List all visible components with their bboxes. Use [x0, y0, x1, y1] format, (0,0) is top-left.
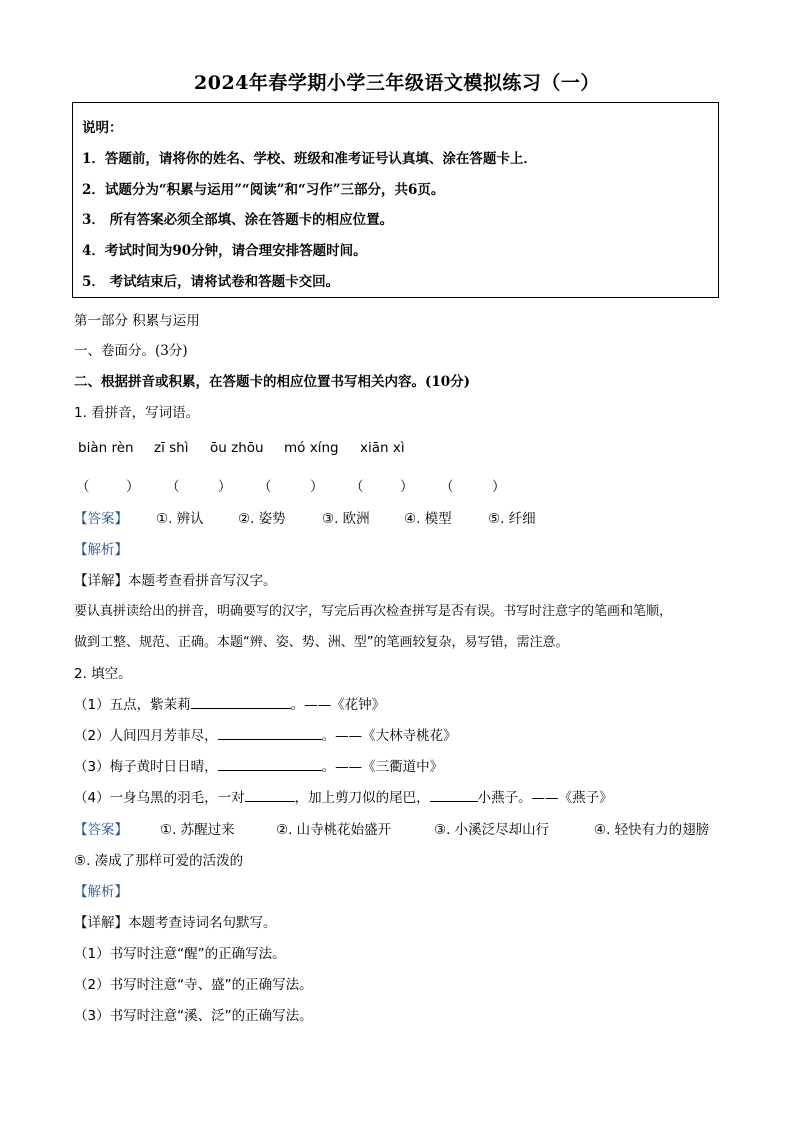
detail-text: 【详解】本题考查看拼音写汉字。 [74, 573, 277, 589]
answer-item: ③. 欧洲 [322, 511, 370, 527]
pinyin-item: biàn rèn [78, 440, 134, 456]
fill-source: 。——《花钟》 [290, 697, 386, 713]
fill-source: 。——《三衢道中》 [321, 759, 444, 775]
fill-blank [218, 757, 322, 771]
paren-close: ） [310, 479, 324, 495]
answer-item: ⑤. 纤细 [488, 511, 536, 527]
fill-item [74, 786, 613, 806]
fill-source: 小燕子。——《燕子》 [477, 790, 613, 806]
instructions-heading: 说明： [82, 120, 123, 136]
fill-blank [218, 726, 322, 740]
answer-item: ②. 姿势 [238, 511, 286, 527]
answer-item: ②. 山寺桃花始盛开 [276, 822, 392, 838]
paren-close: ） [218, 479, 232, 495]
answer-item: ⑤. 凑成了那样可爱的活泼的 [74, 853, 244, 869]
explanation-text: 要认真拼读给出的拼音，明确要写的汉字，写完后再次检查拼写是否有误。书写时注意字的笔画和笔顺， [74, 604, 673, 619]
answer-label: 【答案】 [74, 511, 128, 527]
answer-item: ③. 小溪泛尽却山行 [434, 822, 550, 838]
instruction-item: 5． 考试结束后，请将试卷和答题卡交回。 [82, 274, 340, 290]
answer-item: ①. 辨认 [156, 511, 204, 527]
answer-label: 【答案】 [74, 822, 128, 838]
paren-open: （ [258, 479, 272, 495]
instruction-item: 3． 所有答案必须全部填、涂在答题卡的相应位置。 [82, 212, 394, 228]
fill-text: （1）五点，紫茉莉 [74, 697, 191, 713]
explanation-text: 做到工整、规范、正确。本题“辨、姿、势、洲、型”的笔画较复杂，易写错，需注意。 [74, 635, 569, 650]
pinyin-item: mó xíng [284, 440, 339, 456]
note-item: （1）书写时注意“醒”的正确写法。 [74, 946, 286, 962]
answer-item: ④. 轻快有力的翅膀 [594, 822, 710, 838]
fill-blank [191, 695, 291, 709]
fill-text: （2）人间四月芳菲尽， [74, 728, 218, 744]
fill-item [74, 724, 457, 744]
pinyin-item: xiān xì [360, 440, 405, 456]
fill-text: ，加上剪刀似的尾巴， [294, 790, 430, 806]
instruction-item: 2．试题分为“积累与运用”“阅读”和“习作”三部分，共6页。 [82, 182, 445, 198]
fill-item [74, 693, 385, 713]
paren-close: ） [126, 479, 140, 495]
fill-item [74, 755, 443, 775]
detail-text: 【详解】本题考查诗词名句默写。 [74, 915, 277, 931]
paren-close: ） [400, 479, 414, 495]
paren-open: （ [166, 479, 180, 495]
fill-blank [430, 788, 478, 802]
fill-source: 。——《大林寺桃花》 [321, 728, 457, 744]
pinyin-item: ōu zhōu [210, 440, 264, 456]
note-item: （2）书写时注意“寺、盛”的正确写法。 [74, 977, 313, 993]
fill-text: （3）梅子黄时日日晴， [74, 759, 218, 775]
pinyin-item: zī shì [154, 440, 189, 456]
section-heading: 二、根据拼音或积累，在答题卡的相应位置书写相关内容。(10分) [74, 374, 471, 390]
answer-item: ①. 苏醒过来 [160, 822, 235, 838]
fill-blank [245, 788, 295, 802]
question-prompt: 2. 填空。 [74, 666, 132, 682]
paren-open: （ [76, 479, 90, 495]
page-title: 2024年春学期小学三年级语文模拟练习（一） [194, 72, 600, 94]
instructions-box [72, 102, 719, 298]
question-prompt: 1. 看拼音，写词语。 [74, 405, 200, 421]
note-item: （3）书写时注意“溪、泛”的正确写法。 [74, 1008, 313, 1024]
fill-text: （4）一身乌黑的羽毛，一对 [74, 790, 245, 806]
paren-open: （ [440, 479, 454, 495]
instruction-item: 4．考试时间为90分钟，请合理安排答题时间。 [82, 243, 367, 259]
analysis-label: 【解析】 [74, 884, 128, 900]
answer-item: ④. 模型 [404, 511, 452, 527]
section-heading: 一、卷面分。(3分) [74, 343, 188, 359]
instruction-item: 1．答题前，请将你的姓名、学校、班级和准考证号认真填、涂在答题卡上． [82, 151, 537, 167]
paren-close: ） [492, 479, 506, 495]
analysis-label: 【解析】 [74, 542, 128, 558]
part-heading: 第一部分 积累与运用 [74, 313, 200, 329]
paren-open: （ [350, 479, 364, 495]
